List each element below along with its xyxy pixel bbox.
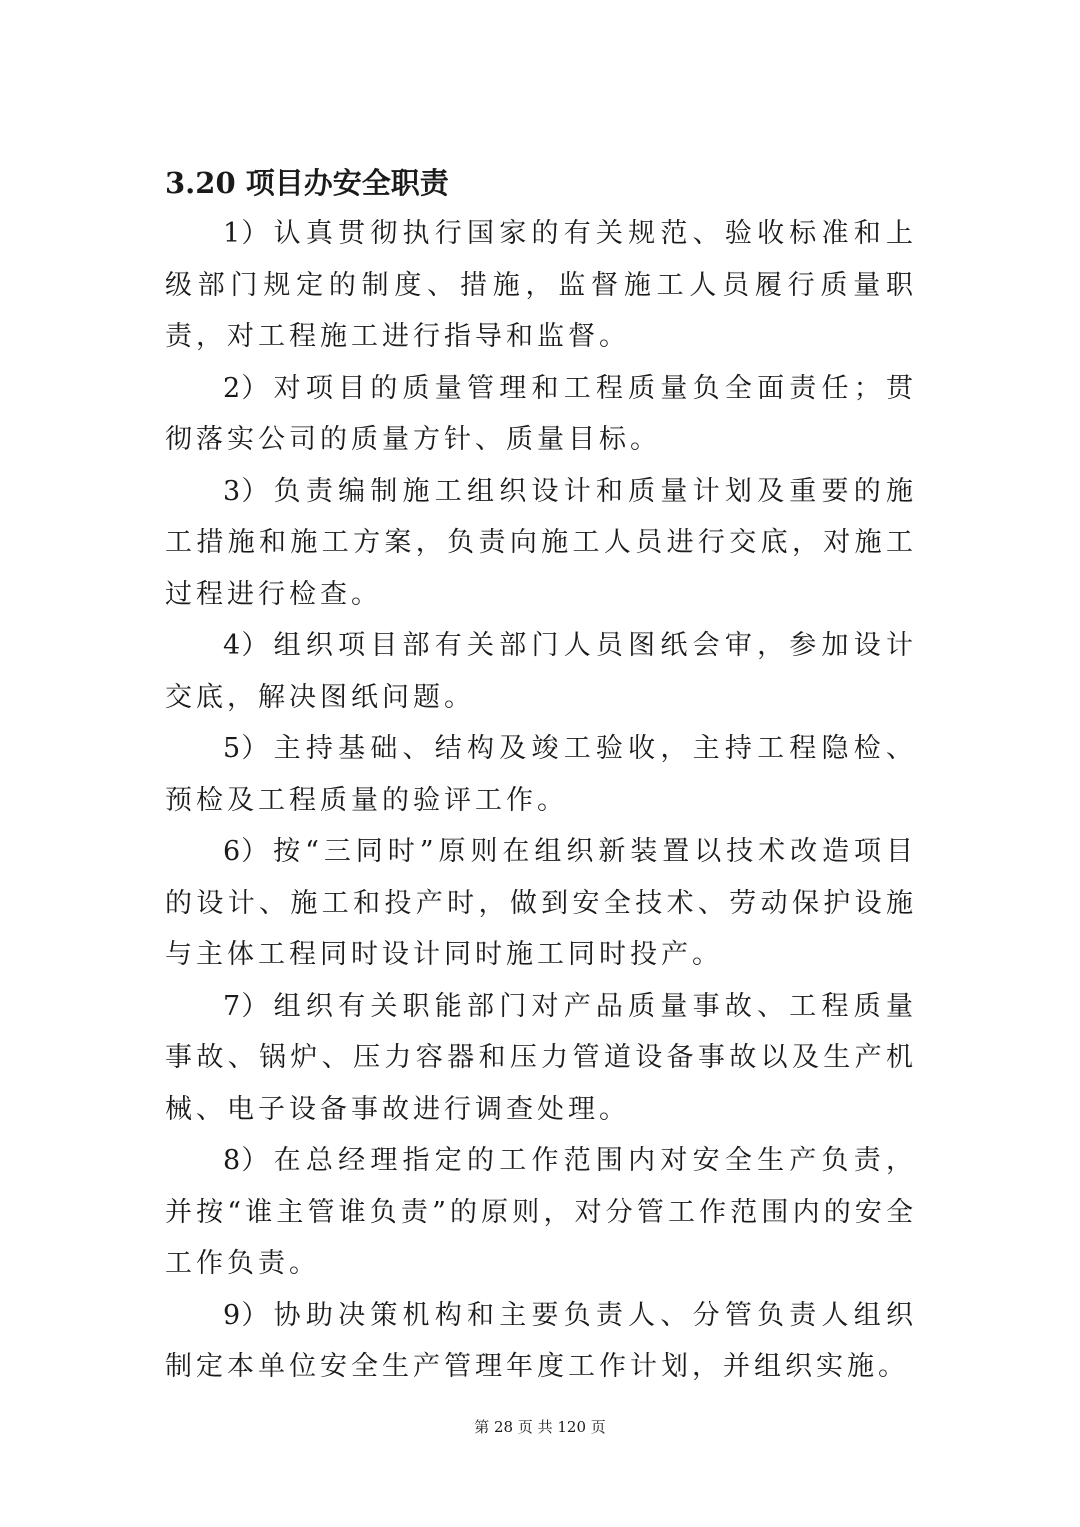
paragraph-number: 8 [223,1145,241,1176]
paragraph-text: ）组织有关职能部门对产品质量事故、工程质量事故、锅炉、压力容器和压力管道设备事故以及生产机械、电子设备事故进行调查处理。 [165,990,917,1125]
paragraph-number: 1 [223,218,241,249]
paragraph-text: ）负责编制施工组织设计和质量计划及重要的施工措施和施工方案，负责向施工人员进行交底，对施工过程进行检查。 [165,475,917,610]
page-footer: 第 28 页 共 120 页 [474,1418,606,1436]
document-body [165,158,917,1393]
paragraph-text: ）按“三同时”原则在组织新装置以技术改造项目的设计、施工和投产时，做到安全技术、劳动保护设施与主体工程同时设计同时施工同时投产。 [165,836,917,970]
paragraph-text: ）协助决策机构和主要负责人、分管负责人组织制定本单位安全生产管理年度工作计划，并组织实施。 [165,1299,917,1382]
paragraph-number: 5 [223,733,241,764]
paragraph-number: 7 [223,990,241,1022]
paragraph-number: 2 [223,372,241,404]
section-title: 3.20 项目办安全职责 [165,166,449,200]
paragraph-text: ）组织项目部有关部门人员图纸会审，参加设计交底，解决图纸问题。 [165,630,917,713]
paragraph-8 [165,1135,917,1290]
paragraph-3 [165,466,917,621]
paragraph-9 [165,1290,917,1393]
paragraph-4 [165,620,917,723]
paragraph-text: ）主持基础、结构及竣工验收，主持工程隐检、预检及工程质量的验评工作。 [165,733,917,816]
paragraph-5 [165,723,917,826]
paragraph-number: 3 [223,475,241,507]
paragraph-7 [165,981,917,1136]
paragraph-number: 4 [223,630,241,661]
paragraph-number: 9 [223,1299,241,1331]
paragraph-6 [165,826,917,981]
paragraph-text: ）对项目的质量管理和工程质量负全面责任；贯彻落实公司的质量方针、质量目标。 [165,372,917,455]
paragraph-text: ）认真贯彻执行国家的有关规范、验收标准和上级部门规定的制度、措施，监督施工人员履行质量职责，对工程施工进行指导和监督。 [165,218,917,352]
paragraph-2 [165,363,917,466]
paragraph-1 [165,208,917,363]
paragraph-text: ）在总经理指定的工作范围内对安全生产负责，并按“谁主管谁负责”的原则，对分管工作范围内的安全工作负责。 [165,1145,917,1279]
paragraph-number: 6 [223,836,241,867]
